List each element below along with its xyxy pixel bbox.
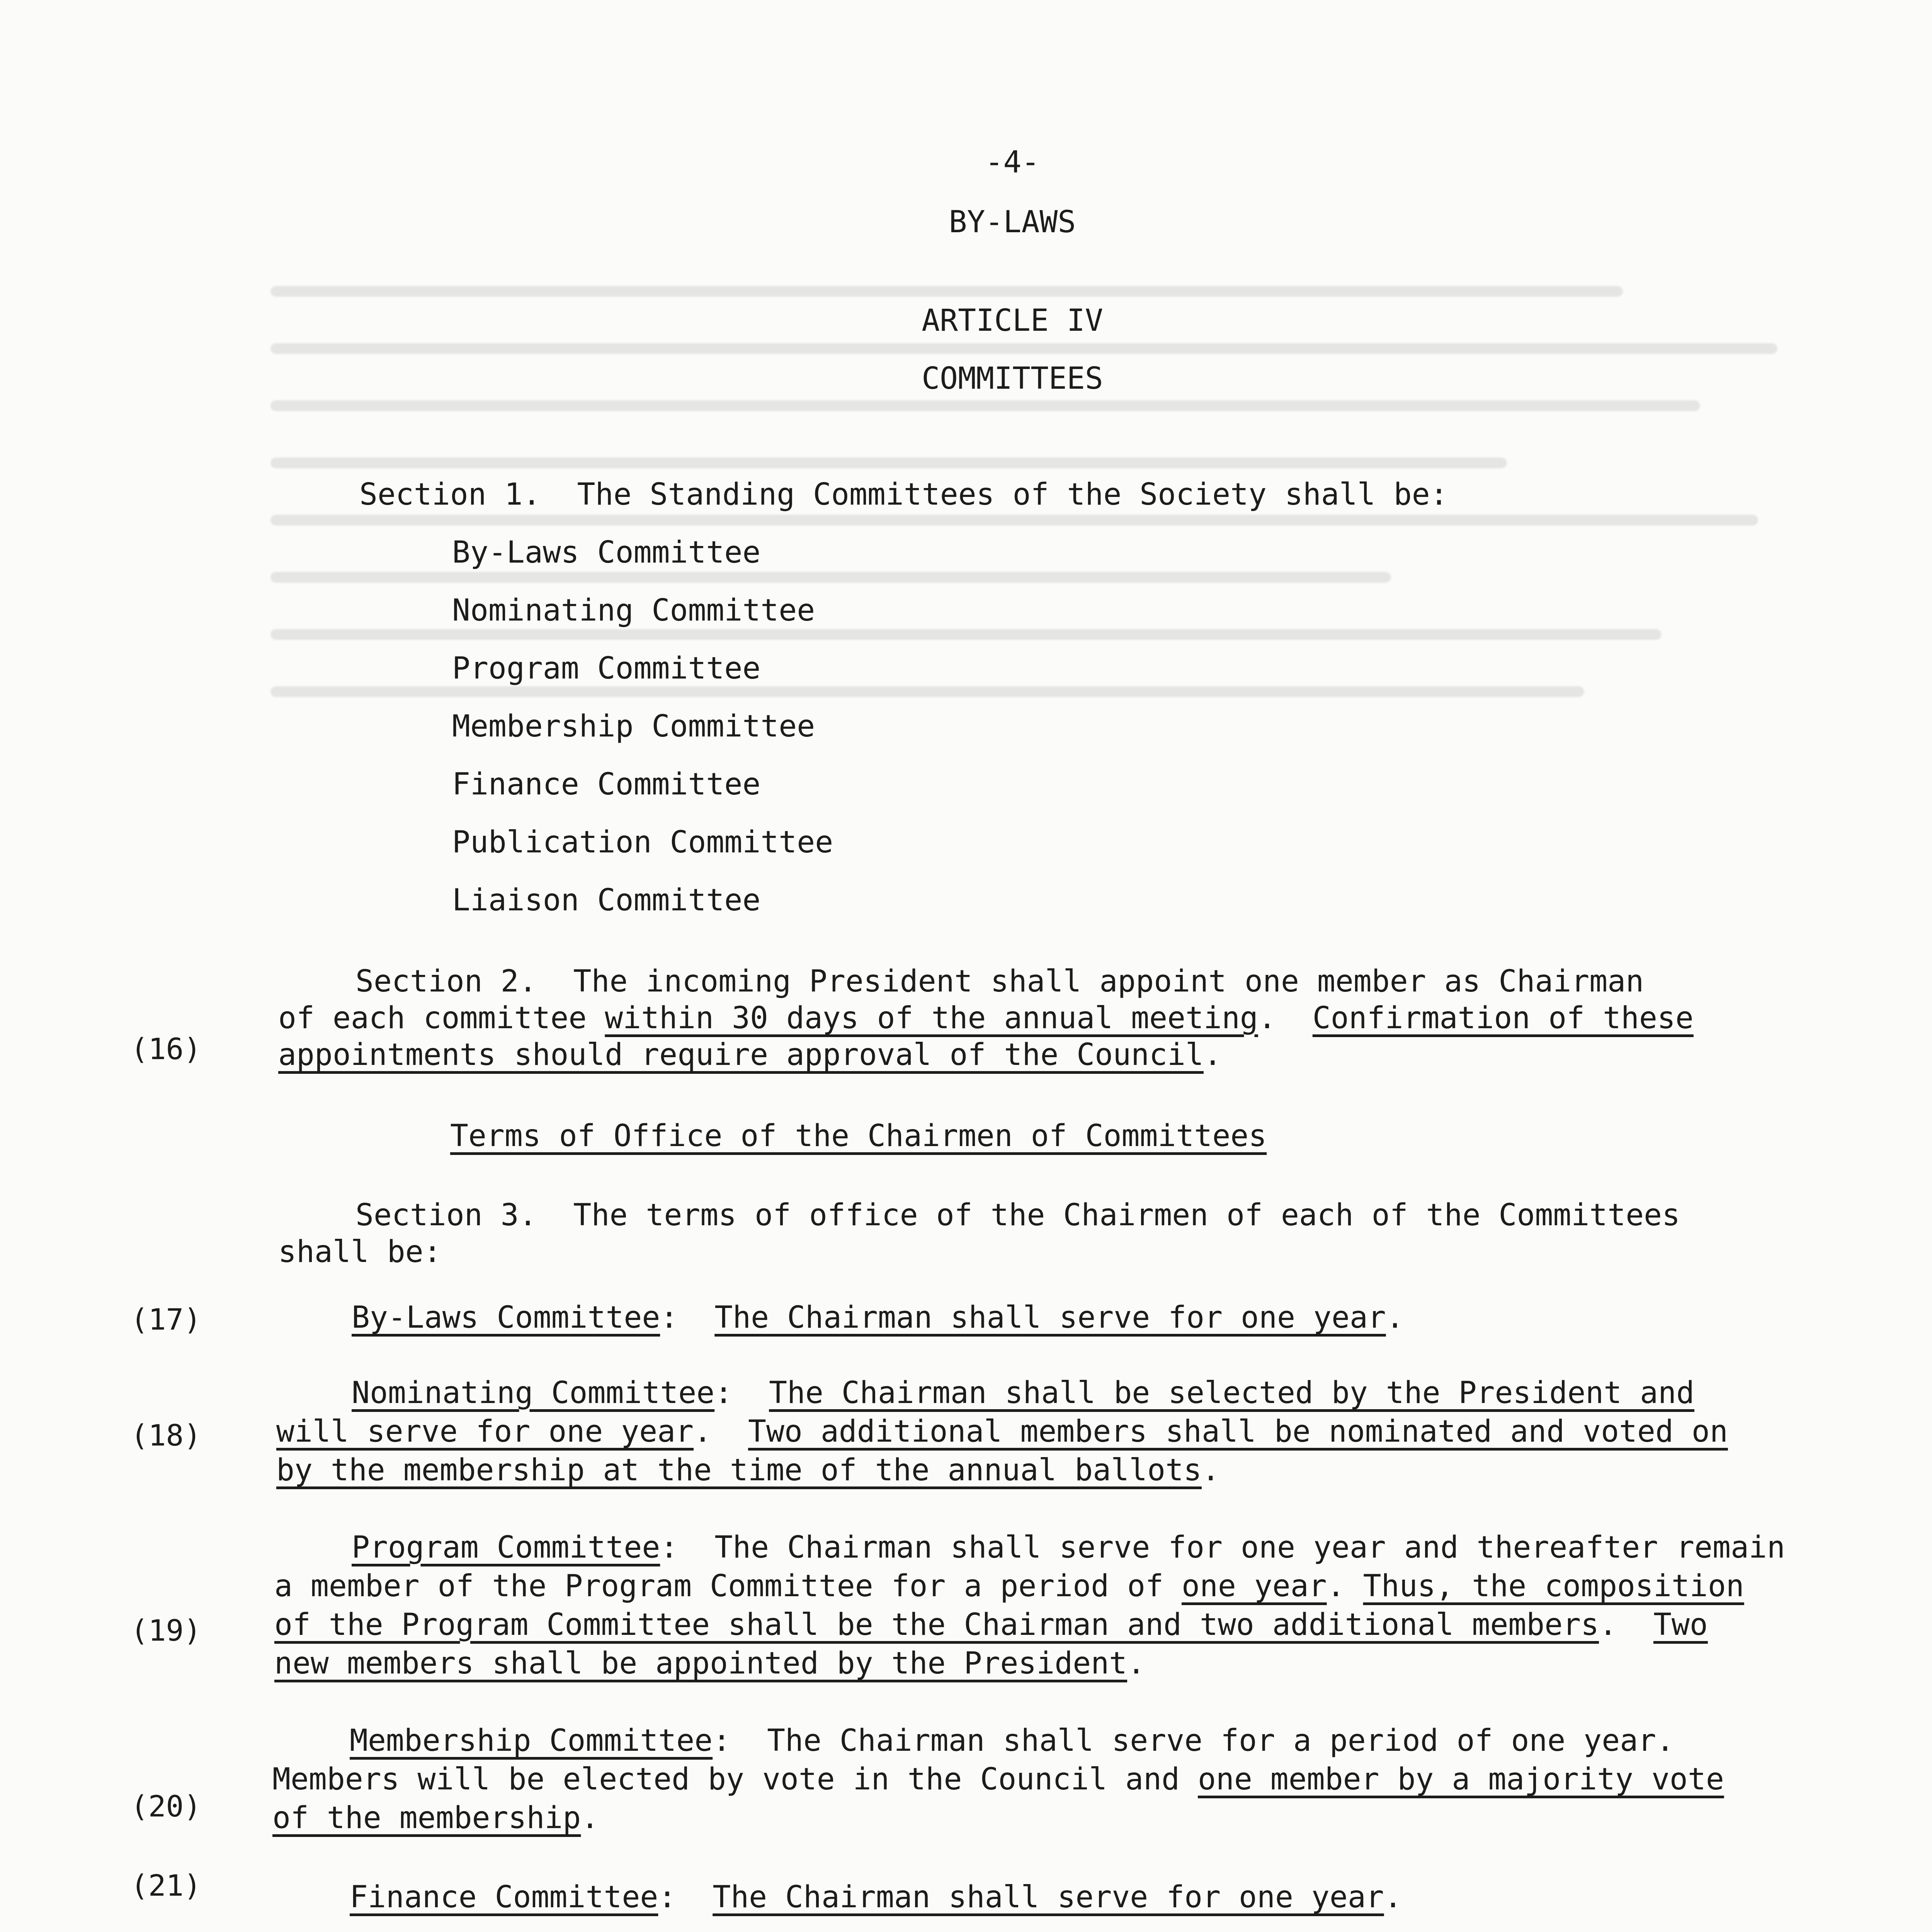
membership-committee-term-line3: of the membership. — [272, 1801, 599, 1835]
section2-heading: Section 2. — [355, 964, 537, 999]
section2-line1: Section 2. The incoming President shall appoint one member as Chairman — [355, 964, 1644, 999]
article-number: ARTICLE IV — [922, 303, 1103, 338]
nominating-committee-term-line2: will serve for one year. Two additional members shall be nominated and voted on — [276, 1414, 1728, 1449]
nominating-committee-term: Nominating Committee: The Chairman shall be selected by the President and — [352, 1376, 1695, 1410]
section3-line2: shall be: — [278, 1235, 442, 1269]
section1-line — [359, 475, 1448, 514]
section1-intro: The Standing Committees of the Society shall be: — [577, 477, 1448, 512]
amendment-marker: (20) — [131, 1789, 202, 1823]
section1-heading: Section 1. — [359, 477, 541, 512]
committee-list-item: Membership Committee — [452, 709, 815, 744]
section3-heading: Section 3. — [355, 1198, 537, 1233]
amendment-marker: (21) — [131, 1868, 202, 1903]
program-committee-term-line4: new members shall be appointed by the President. — [274, 1646, 1146, 1681]
committee-list-item: Nominating Committee — [452, 593, 815, 628]
amendment-marker: (17) — [131, 1302, 202, 1337]
document-title: BY-LAWS — [949, 205, 1076, 240]
amendment-marker: (18) — [131, 1418, 202, 1452]
committee-list-item: Liaison Committee — [452, 883, 761, 918]
program-committee-term: Program Committee: The Chairman shall serve for one year and thereafter remain — [352, 1530, 1785, 1565]
article-title: COMMITTEES — [922, 361, 1103, 396]
section2-line2: of each committee within 30 days of the annual meeting. Confirmation of these — [278, 1001, 1694, 1036]
finance-committee-term: Finance Committee: The Chairman shall serve for one year. — [350, 1880, 1402, 1915]
terms-of-office-heading: Terms of Office of the Chairmen of Committees — [450, 1119, 1267, 1153]
bylaws-committee-term: By-Laws Committee: The Chairman shall serve for one year. — [352, 1300, 1404, 1335]
section3-line1: Section 3. The terms of office of the Chairmen of each of the Committees — [355, 1198, 1680, 1233]
committee-list-item: Finance Committee — [452, 767, 761, 802]
committee-list-item: By-Laws Committee — [452, 535, 761, 570]
page-number: -4- — [985, 145, 1040, 180]
membership-committee-term: Membership Committee: The Chairman shall serve for a period of one year. — [350, 1723, 1675, 1758]
amendment-marker: (16) — [131, 1032, 202, 1066]
committee-list-item: Program Committee — [452, 651, 761, 686]
nominating-committee-term-line3: by the membership at the time of the annual ballots. — [276, 1453, 1220, 1488]
section2-line3: appointments should require approval of the Council. — [278, 1037, 1222, 1072]
amendment-marker: (19) — [131, 1613, 202, 1648]
membership-committee-term-line2: Members will be elected by vote in the Council and one member by a majority vote — [272, 1762, 1724, 1797]
program-committee-term-line3: of the Program Committee shall be the Chairman and two additional members. Two — [274, 1607, 1708, 1642]
committee-list-item: Publication Committee — [452, 825, 833, 860]
program-committee-term-line2: a member of the Program Committee for a period of one year. Thus, the composition — [274, 1569, 1744, 1604]
